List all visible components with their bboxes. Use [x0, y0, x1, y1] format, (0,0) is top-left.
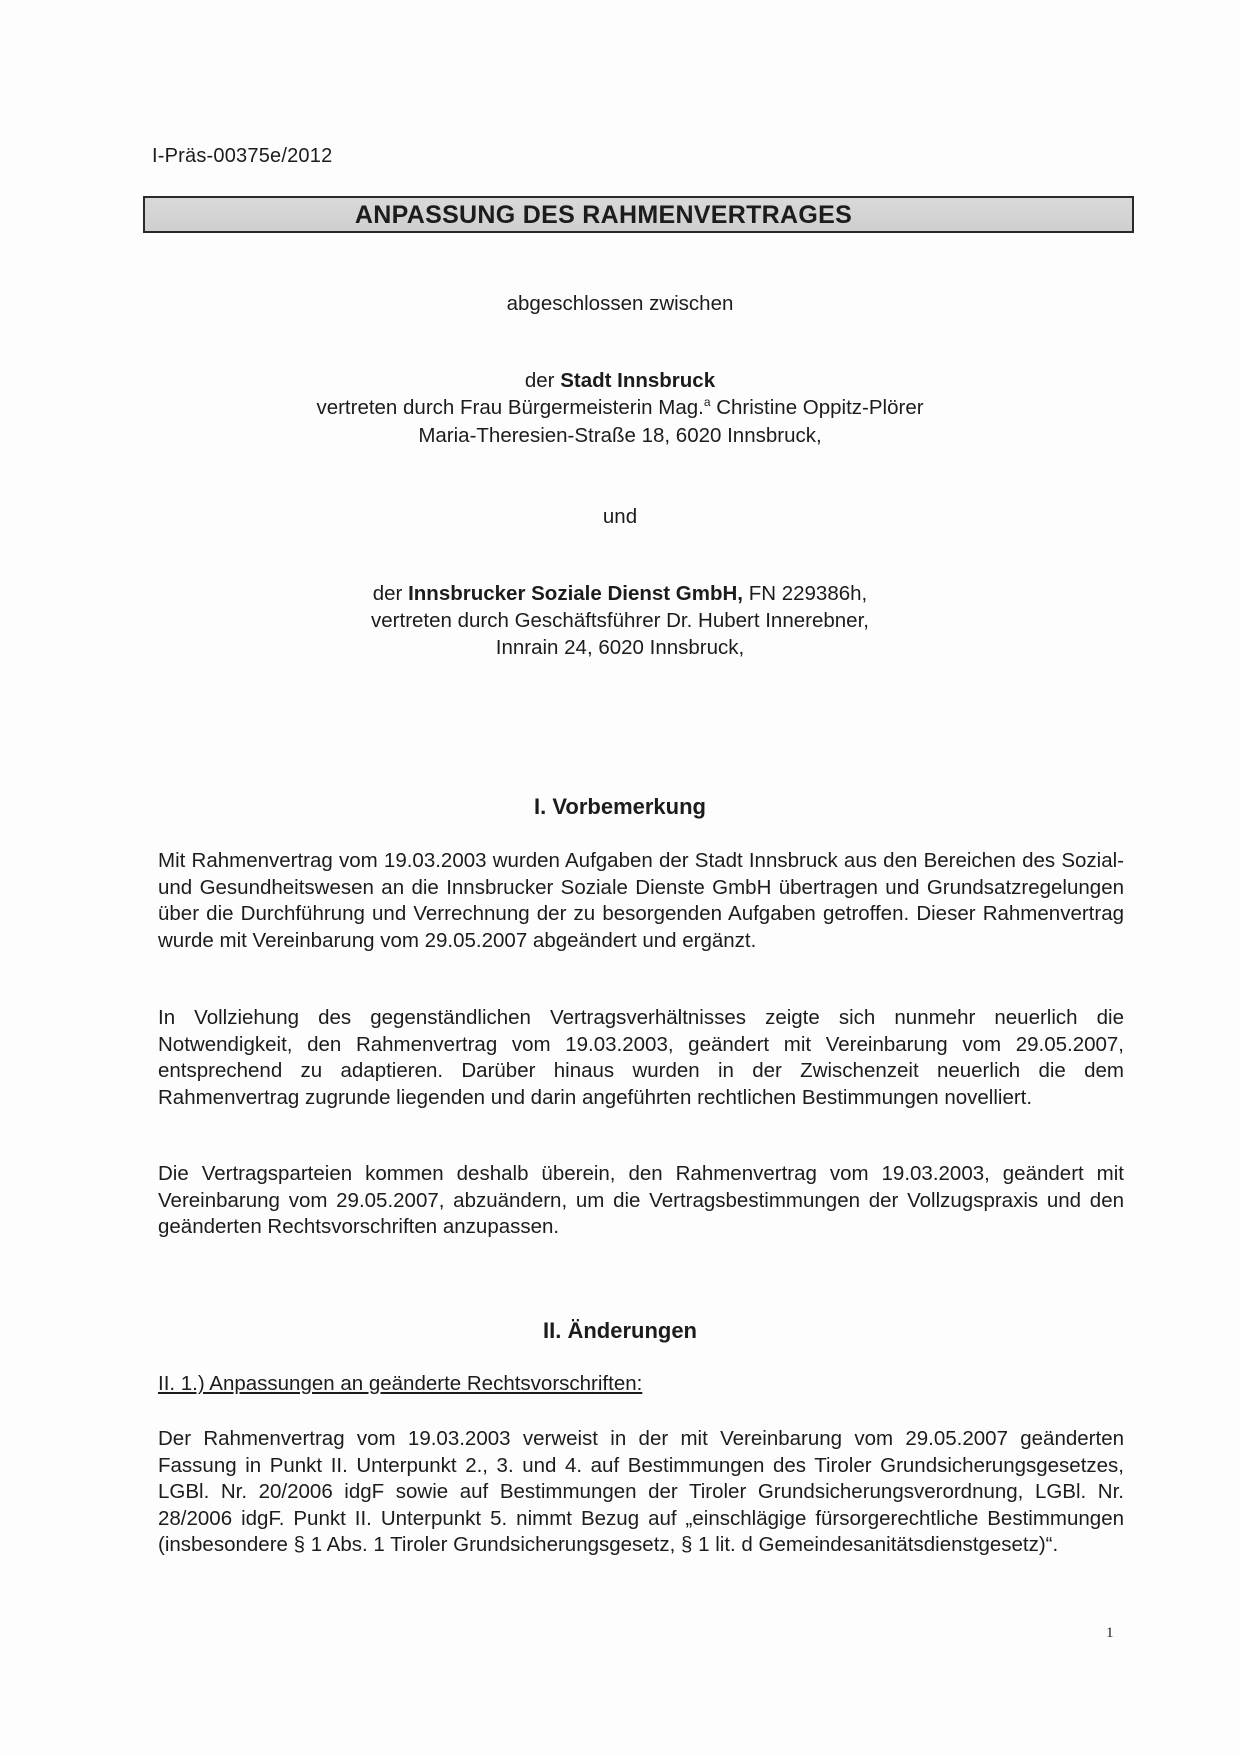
section2-heading: II. Änderungen — [543, 1318, 697, 1343]
party2-representative: vertreten durch Geschäftsführer Dr. Hubert Innerebner, — [371, 609, 869, 632]
party1-prefix: der — [524, 369, 561, 392]
section1-paragraph-3: Die Vertragsparteien kommen deshalb überein, den Rahmenvertrag vom 19.03.2003, geändert mit Vereinbarung vom 29.05.2007, abzuändern, um die Vertragsbestimmungen der Vollzugspraxis und den geänderten Rechtsvorschriften anzupassen. — [158, 1162, 1124, 1238]
party1-representative: vertreten durch Frau Bürgermeisterin Mag.$^a$ Christine Oppitz-Plörer — [316, 395, 924, 419]
party2-prefix: der — [372, 582, 409, 605]
party2-fn: FN 229386h, — [743, 582, 868, 605]
party1-name: Stadt Innsbruck — [560, 369, 716, 392]
section1-heading: I. Vorbemerkung — [534, 794, 706, 819]
party1-address: Maria-Theresien-Straße 18, 6020 Innsbruck, — [418, 424, 822, 447]
superscript-a: a — [703, 395, 711, 410]
page-number: 1 — [1106, 1625, 1114, 1641]
party1-line — [0, 367, 1240, 395]
reference-number: I-Präs-00375e/2012 — [152, 145, 333, 167]
party2-name: Innsbrucker Soziale Dienst GmbH, — [408, 582, 743, 605]
document-title: ANPASSUNG DES RAHMENVERTRAGES — [354, 201, 853, 229]
title-box — [143, 196, 1134, 233]
party2-line — [0, 580, 1240, 608]
section1-paragraph-2: In Vollziehung des gegenständlichen Vertragsverhältnisses zeigte sich nunmehr neuerlich die Notwendigkeit, den Rahmenvertrag vom 19.03.2003, geändert mit Vereinbarung vom 29.05.2007, entsprechend zu adaptieren. Darüber hinaus wurden in der Zwischenzeit neuerlich die dem Rahmenvertrag zugrunde liegenden und darin angeführten rechtlichen Bestimmungen novelliert. — [158, 1006, 1124, 1109]
party2-address: Innrain 24, 6020 Innsbruck, — [495, 636, 745, 659]
conjunction-und: und — [602, 505, 638, 528]
concluded-between: abgeschlossen zwischen — [506, 292, 734, 315]
section2-subheading: II. 1.) Anpassungen an geänderte Rechtsvorschriften: — [158, 1372, 643, 1395]
section1-paragraph-1: Mit Rahmenvertrag vom 19.03.2003 wurden Aufgaben der Stadt Innsbruck aus den Bereichen des Sozial- und Gesundheitswesen an die Innsbrucker Soziale Dienste GmbH übertragen und Grundsatzregelungen über die Durchführung und Verrechnung der zu besorgenden Aufgaben getroffen. Dieser Rahmenvertrag wurde mit Vereinbarung vom 29.05.2007 abgeändert und ergänzt. — [158, 849, 1124, 952]
section2-paragraph: Der Rahmenvertrag vom 19.03.2003 verweist in der mit Vereinbarung vom 29.05.2007 geänderten Fassung in Punkt II. Unterpunkt 2., 3. und 4. auf Bestimmungen des Tiroler Grundsicherungsgesetzes, LGBl. Nr. 20/2006 idgF sowie auf Bestimmungen der Tiroler Grundsicherungsverordnung, LGBl. Nr. 28/2006 idgF. Punkt II. Unterpunkt 5. nimmt Bezug auf „einschlägige fürsorgerechtliche Bestimmungen (insbesondere § 1 Abs. 1 Tiroler Grundsicherungsgesetz, § 1 lit. d Gemeindesanitätsdienstgesetz)“. — [158, 1427, 1124, 1556]
